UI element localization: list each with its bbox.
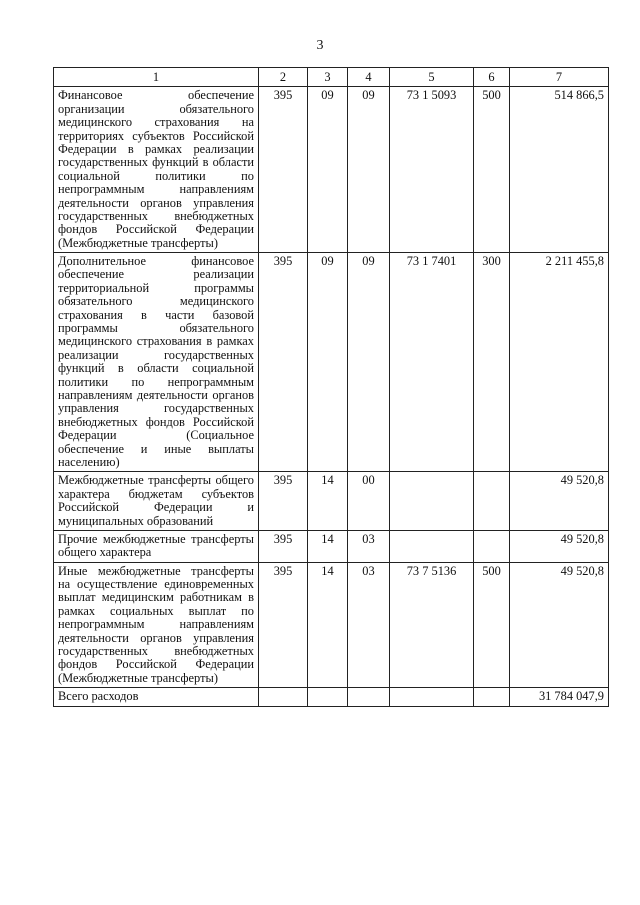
section-code: 14 xyxy=(308,472,348,531)
expense-type-code: 500 xyxy=(474,562,510,688)
section-code: 09 xyxy=(308,87,348,253)
target-article-code xyxy=(390,530,474,562)
target-article-code xyxy=(390,688,474,706)
amount: 514 866,5 xyxy=(510,87,609,253)
column-number-row xyxy=(54,68,609,87)
table-row xyxy=(54,472,609,531)
row-description: Межбюджетные трансферты общего характера бюджетам субъектов Российской Федерации и муниципальных образований xyxy=(54,472,259,531)
expense-type-code xyxy=(474,472,510,531)
expense-type-code: 500 xyxy=(474,87,510,253)
target-article-code xyxy=(390,472,474,531)
admin-code: 395 xyxy=(259,530,308,562)
table-row xyxy=(54,530,609,562)
page-number: 3 xyxy=(316,38,324,53)
total-label: Всего расходов xyxy=(54,688,259,706)
expense-type-code xyxy=(474,530,510,562)
expense-type-code: 300 xyxy=(474,253,510,472)
subsection-code: 09 xyxy=(348,253,390,472)
column-number: 6 xyxy=(474,68,510,87)
target-article-code: 73 1 5093 xyxy=(390,87,474,253)
admin-code: 395 xyxy=(259,253,308,472)
subsection-code: 03 xyxy=(348,530,390,562)
row-description: Иные межбюджетные трансферты на осуществление единовременных выплат медицинским работникам в рамках социальных выплат по непрограммным направлениям деятельности органов управления государственных внебюджетных фондов Российской Федерации (Межбюджетные трансферты) xyxy=(54,562,259,688)
admin-code: 395 xyxy=(259,87,308,253)
amount: 49 520,8 xyxy=(510,530,609,562)
column-number: 3 xyxy=(308,68,348,87)
subsection-code: 00 xyxy=(348,472,390,531)
admin-code: 395 xyxy=(259,472,308,531)
table-row xyxy=(54,562,609,688)
expense-type-code xyxy=(474,688,510,706)
total-row xyxy=(54,688,609,706)
table-row xyxy=(54,87,609,253)
row-description: Прочие межбюджетные трансферты общего характера xyxy=(54,530,259,562)
row-description: Финансовое обеспечение организации обязательного медицинского страхования на территориях субъектов Российской Федерации в рамках реализации государственных функций в области социальной политики по непрограммным направлениям деятельности органов управления государственных внебюджетных фондов Российской Федерации (Межбюджетные трансферты) xyxy=(54,87,259,253)
subsection-code: 09 xyxy=(348,87,390,253)
section-code: 14 xyxy=(308,562,348,688)
section-code xyxy=(308,688,348,706)
column-number: 2 xyxy=(259,68,308,87)
target-article-code: 73 7 5136 xyxy=(390,562,474,688)
target-article-code: 73 1 7401 xyxy=(390,253,474,472)
subsection-code: 03 xyxy=(348,562,390,688)
column-number: 7 xyxy=(510,68,609,87)
expenditure-table xyxy=(53,67,609,707)
amount: 49 520,8 xyxy=(510,562,609,688)
admin-code: 395 xyxy=(259,562,308,688)
admin-code xyxy=(259,688,308,706)
section-code: 09 xyxy=(308,253,348,472)
table-row xyxy=(54,253,609,472)
column-number: 5 xyxy=(390,68,474,87)
subsection-code xyxy=(348,688,390,706)
row-description: Дополнительное финансовое обеспечение реализации территориальной программы обязательного медицинского страхования в части базовой программы обязательного медицинского страхования в рамках реализации государственных функций в области социальной политики по непрограммным направлениям деятельности органов управления государственных внебюджетных фондов Российской Федерации (Социальное обеспечение и иные выплаты населению) xyxy=(54,253,259,472)
amount: 2 211 455,8 xyxy=(510,253,609,472)
total-amount: 31 784 047,9 xyxy=(510,688,609,706)
amount: 49 520,8 xyxy=(510,472,609,531)
column-number: 1 xyxy=(54,68,259,87)
column-number: 4 xyxy=(348,68,390,87)
section-code: 14 xyxy=(308,530,348,562)
